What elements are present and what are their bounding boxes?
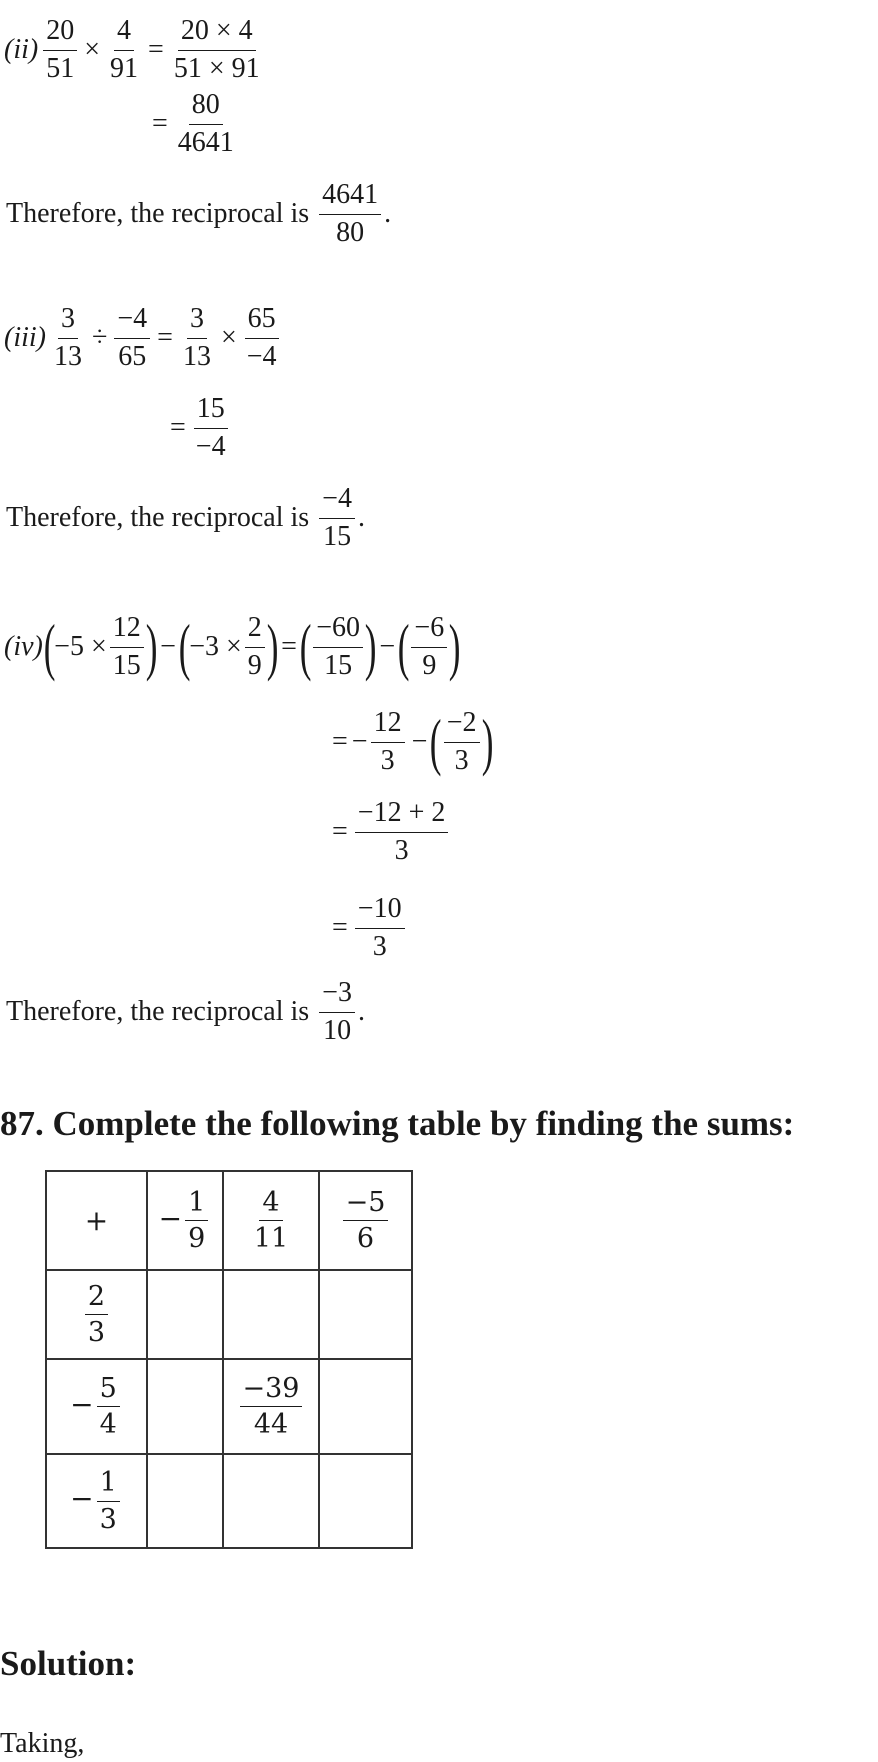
numerator: 3 xyxy=(187,303,207,338)
part-iv-line-4 xyxy=(328,888,408,968)
fraction xyxy=(107,15,141,84)
fraction xyxy=(313,612,363,681)
col-header xyxy=(319,1171,412,1270)
numerator: −3 xyxy=(319,977,355,1012)
denominator: 13 xyxy=(54,340,82,372)
denominator: 4641 xyxy=(177,126,234,158)
fraction xyxy=(193,393,229,462)
sum-cell xyxy=(223,1454,319,1548)
denominator: 15 xyxy=(112,649,141,681)
sum-cell xyxy=(147,1454,223,1548)
numerator: −39 xyxy=(240,1373,303,1407)
operator: = xyxy=(332,726,348,757)
numerator: 15 xyxy=(194,393,228,428)
fraction xyxy=(319,483,355,552)
denominator: 3 xyxy=(454,744,469,776)
sum-cell xyxy=(319,1454,412,1548)
denominator: 80 xyxy=(336,216,365,248)
numerator: 2 xyxy=(85,1281,108,1315)
solution-intro: Taking, xyxy=(0,1728,85,1759)
fraction xyxy=(371,707,405,776)
period: . xyxy=(384,198,392,229)
fraction xyxy=(251,1187,291,1254)
paren: ( xyxy=(430,706,442,777)
fraction xyxy=(114,303,150,372)
denominator: 3 xyxy=(87,1317,106,1348)
fraction xyxy=(185,1187,208,1254)
denominator: 10 xyxy=(323,1014,352,1046)
sign: − xyxy=(70,1482,94,1516)
term: −5 × xyxy=(54,631,107,662)
fraction xyxy=(240,1373,303,1440)
sign: − xyxy=(70,1388,94,1421)
numerator: 4641 xyxy=(319,179,381,214)
fraction xyxy=(180,303,214,372)
fraction xyxy=(444,707,480,776)
paren: ) xyxy=(145,611,158,682)
sums-table xyxy=(45,1170,413,1549)
fraction xyxy=(43,15,77,84)
numerator: −12 + 2 xyxy=(355,797,449,832)
paren: ) xyxy=(364,611,377,682)
sum-cell xyxy=(319,1270,412,1359)
paren: ) xyxy=(266,611,279,682)
operator: = xyxy=(152,108,168,139)
denominator: 3 xyxy=(380,744,395,776)
denominator: −4 xyxy=(246,340,277,372)
sum-cell xyxy=(319,1359,412,1454)
numerator: 3 xyxy=(58,303,78,338)
part-iii-line-2 xyxy=(166,388,232,468)
numerator: −60 xyxy=(313,612,363,647)
denominator: 13 xyxy=(182,340,211,372)
part-label: (iii) xyxy=(4,322,46,353)
paren: ( xyxy=(43,611,56,682)
row-header xyxy=(46,1359,147,1454)
operator: − xyxy=(160,631,176,662)
table-row xyxy=(46,1270,412,1359)
sum-cell xyxy=(147,1270,223,1359)
numerator: −6 xyxy=(411,612,447,647)
fraction xyxy=(175,89,237,158)
sum-cell xyxy=(223,1270,319,1359)
sum-cell xyxy=(223,1359,319,1454)
operator: × xyxy=(84,34,101,65)
sum-cell xyxy=(147,1359,223,1454)
denominator: 3 xyxy=(394,834,409,866)
conclusion-text: Therefore, the reciprocal is xyxy=(6,502,317,533)
part-ii-line-2 xyxy=(148,84,240,164)
fraction xyxy=(171,15,263,84)
conclusion-text: Therefore, the reciprocal is xyxy=(6,996,317,1027)
paren: ( xyxy=(178,611,191,682)
denominator: 15 xyxy=(324,649,353,681)
denominator: 4 xyxy=(99,1409,117,1440)
operator: = xyxy=(157,322,173,353)
fraction xyxy=(110,612,144,681)
fraction xyxy=(85,1281,108,1348)
row-header xyxy=(46,1454,147,1548)
numerator: −2 xyxy=(444,707,480,742)
table-row xyxy=(46,1454,412,1548)
fraction xyxy=(244,303,280,372)
numerator: 1 xyxy=(97,1467,120,1501)
numerator: 1 xyxy=(185,1187,208,1221)
col-header xyxy=(223,1171,319,1270)
numerator: −10 xyxy=(355,893,405,928)
denominator: −4 xyxy=(195,430,226,462)
question-title: 87. Complete the following table by finding the sums: xyxy=(0,1104,795,1143)
fraction xyxy=(411,612,447,681)
operator: − xyxy=(379,631,396,662)
part-label: (iv) xyxy=(4,631,43,662)
table-header-row xyxy=(46,1171,412,1270)
paren: ( xyxy=(397,611,410,682)
denominator: 51 × 91 xyxy=(173,52,260,84)
fraction xyxy=(355,893,405,962)
fraction xyxy=(51,303,85,372)
numerator: 12 xyxy=(371,707,405,742)
denominator: 9 xyxy=(422,649,437,681)
numerator: 65 xyxy=(245,303,279,338)
part-label: (ii) xyxy=(4,34,39,65)
part-iv-conclusion xyxy=(6,972,365,1052)
operator: ÷ xyxy=(92,322,108,353)
denominator: 91 xyxy=(110,52,139,84)
operator: × xyxy=(220,322,237,353)
numerator: 4 xyxy=(114,15,134,50)
numerator: 12 xyxy=(110,612,144,647)
table-row xyxy=(46,1359,412,1454)
numerator: 80 xyxy=(189,89,223,124)
part-iii-conclusion xyxy=(6,478,365,558)
operator: = xyxy=(281,631,297,662)
part-iv-line-1 xyxy=(4,607,460,687)
numerator: 2 xyxy=(245,612,265,647)
sign: − xyxy=(351,726,368,757)
numerator: −4 xyxy=(114,303,150,338)
denominator: 15 xyxy=(323,520,352,552)
period: . xyxy=(357,996,365,1027)
term: −3 × xyxy=(189,631,242,662)
operator: = xyxy=(148,34,164,65)
operator: = xyxy=(332,912,348,943)
sign: − xyxy=(158,1202,183,1235)
operator: = xyxy=(170,412,186,443)
paren: ) xyxy=(481,706,494,777)
conclusion-text: Therefore, the reciprocal is xyxy=(6,198,317,229)
row-header xyxy=(46,1270,147,1359)
corner-cell: + xyxy=(46,1171,147,1270)
fraction xyxy=(245,612,265,681)
fraction xyxy=(355,797,449,866)
fraction xyxy=(319,977,355,1046)
operator: = xyxy=(332,816,348,847)
paren: ( xyxy=(299,611,312,682)
operator: − xyxy=(411,726,428,757)
numerator: 4 xyxy=(259,1187,282,1221)
denominator: 3 xyxy=(99,1503,117,1535)
fraction xyxy=(319,179,381,248)
denominator: 44 xyxy=(253,1409,289,1440)
denominator: 3 xyxy=(372,930,387,962)
numerator: 5 xyxy=(97,1373,120,1407)
numerator: 20 × 4 xyxy=(178,15,256,50)
numerator: −4 xyxy=(319,483,355,518)
part-iii-line-1 xyxy=(4,298,283,378)
denominator: 51 xyxy=(46,52,75,84)
solution-heading: Solution: xyxy=(0,1644,137,1683)
part-ii-line-1 xyxy=(4,10,266,90)
paren: ) xyxy=(449,611,461,682)
denominator: 65 xyxy=(118,340,147,372)
part-iv-line-2 xyxy=(328,702,492,782)
col-header xyxy=(147,1171,223,1270)
period: . xyxy=(357,502,365,533)
denominator: 11 xyxy=(253,1223,289,1254)
part-ii-conclusion xyxy=(6,174,391,254)
numerator: 20 xyxy=(43,15,77,50)
fraction xyxy=(343,1187,389,1254)
part-iv-line-3 xyxy=(328,792,451,872)
fraction xyxy=(97,1373,120,1440)
fraction xyxy=(97,1467,120,1534)
numerator: −5 xyxy=(343,1187,389,1221)
denominator: 6 xyxy=(356,1223,375,1254)
denominator: 9 xyxy=(188,1223,206,1254)
denominator: 9 xyxy=(247,649,262,681)
